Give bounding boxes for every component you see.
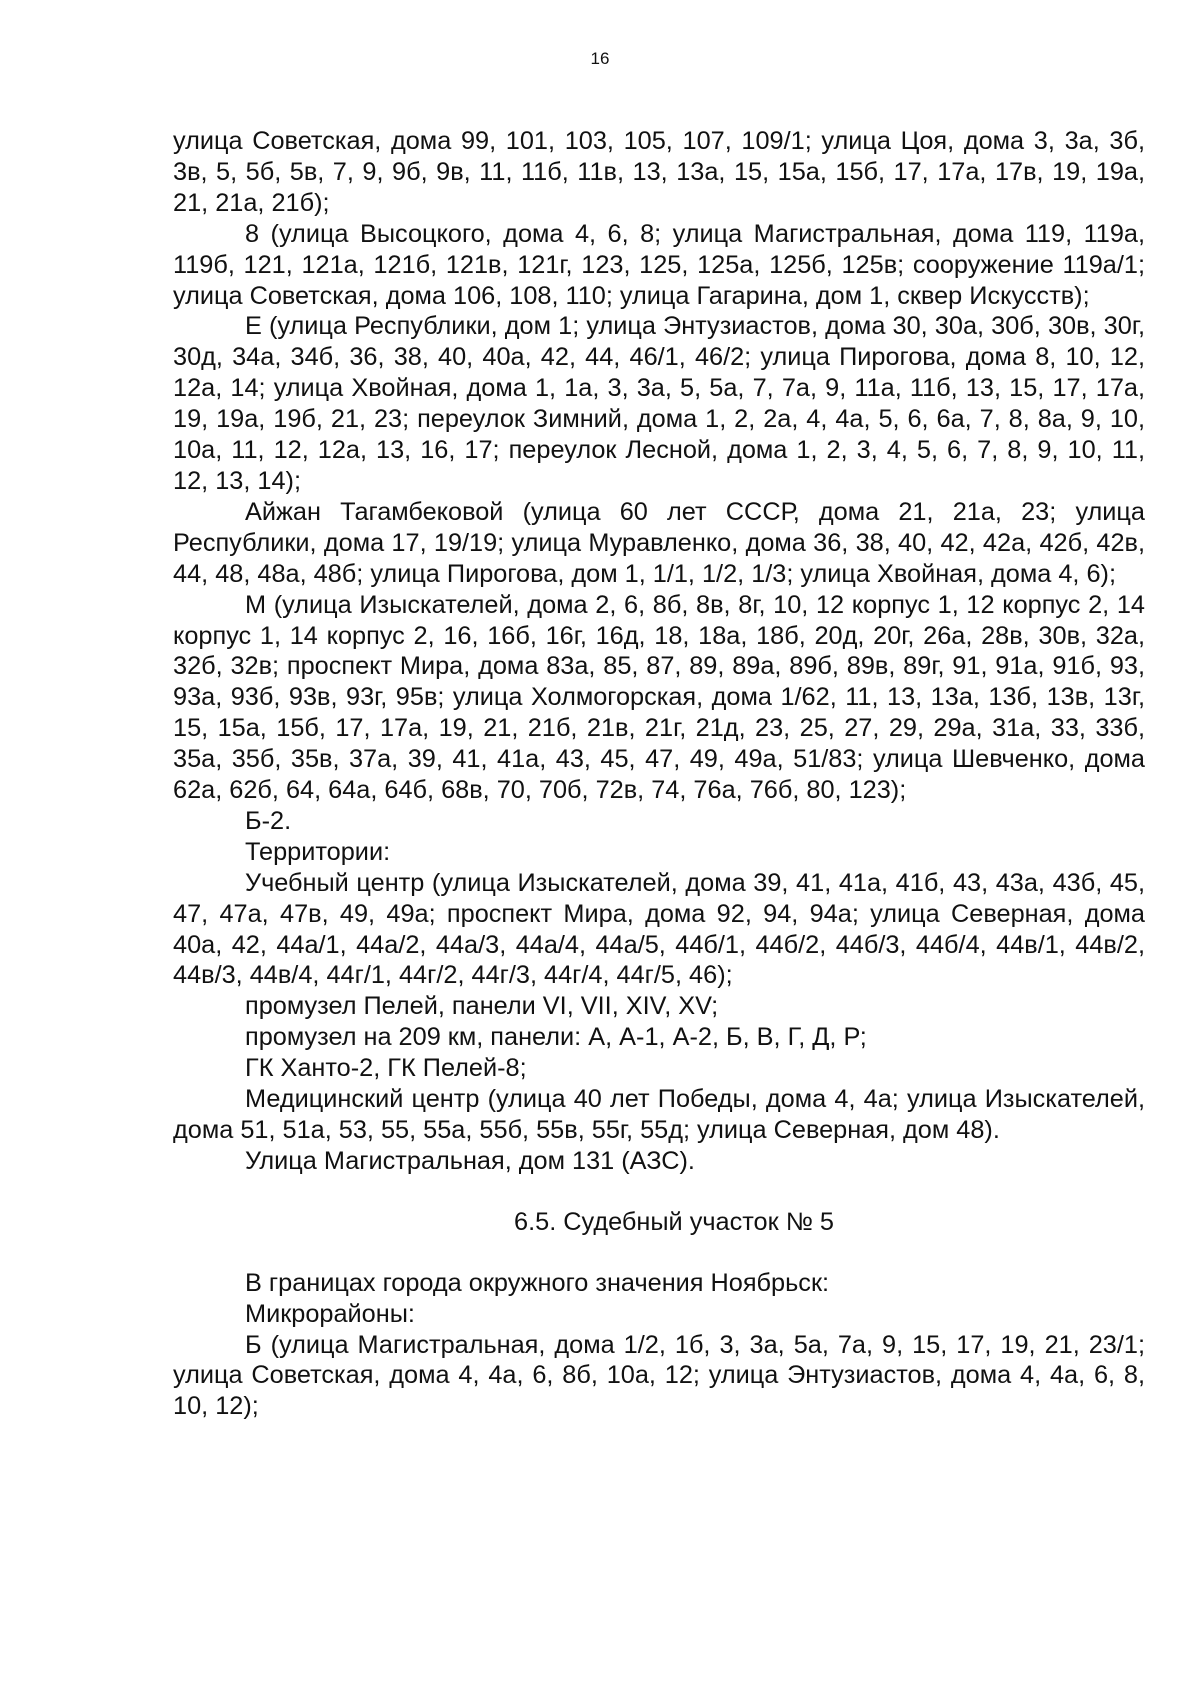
paragraph-microdistrict-b: Б (улица Магистральная, дома 1/2, 1б, 3, 3а, 5а, 7а, 9, 15, 17, 19, 21, 23/1; улица Советская, дома 4, 4а, 6, 8б, 10а, 12; улица Энтузиастов, дома 4, 4а, 6, 8, 10, 12);: [173, 1330, 1145, 1421]
paragraph-microdistrict-tagambekova: Айжан Тагамбековой (улица 60 лет СССР, дома 21, 21а, 23; улица Республики, дома 17, 19/19; улица Муравленко, дома 36, 38, 40, 42, 42а, 42б, 42в, 44, 48, 48а, 48б; улица Пирогова, дом 1, 1/1, 1/2, 1/3; улица Хвойная, дома 4, 6);: [173, 497, 1145, 588]
paragraph-microdistricts-label: Микрорайоны:: [245, 1299, 415, 1328]
paragraph-microdistrict-b2: Б-2.: [245, 806, 292, 835]
paragraph-microdistrict-8: 8 (улица Высоцкого, дома 4, 6, 8; улица Магистральная, дома 119, 119а, 119б, 121, 121а, 121б, 121в, 121г, 123, 125, 125а, 125б, 125в; сооружение 119а/1; улица Советская, дома 106, 108, 110; улица Гагарина, дом 1, сквер Искусств);: [173, 219, 1145, 310]
paragraph-promuzel-209: промузел на 209 км, панели: А, А-1, А-2, Б, В, Г, Д, Р;: [245, 1023, 867, 1052]
paragraph-gk: ГК Ханто-2, ГК Пелей-8;: [245, 1054, 527, 1083]
paragraph-medical-center: Медицинский центр (улица 40 лет Победы, дома 4, 4а; улица Изыскателей, дома 51, 51а, 53, 55, 55а, 55б, 55в, 55г, 55д; улица Северная, дом 48).: [173, 1085, 1145, 1144]
paragraph-territories-label: Территории:: [245, 837, 391, 866]
page-number: 16: [590, 49, 610, 68]
section-heading: 6.5. Судебный участок № 5: [514, 1207, 834, 1236]
paragraph-magistralnaya-131: Улица Магистральная, дом 131 (АЗС).: [245, 1146, 695, 1175]
paragraph-city-bounds: В границах города окружного значения Ноябрьск:: [245, 1268, 830, 1297]
paragraph-promuzel-pelei: промузел Пелей, панели VI, VII, XIV, XV;: [245, 992, 719, 1021]
paragraph-microdistrict-e: Е (улица Республики, дом 1; улица Энтузиастов, дома 30, 30а, 30б, 30в, 30г, 30д, 34а, 34б, 36, 38, 40, 40а, 42, 44, 46/1, 46/2; улица Пирогова, дома 8, 10, 12, 12а, 14; улица Хвойная, дома 1, 1а, 3, 3а, 5, 5а, 7, 7а, 9, 11а, 11б, 13, 15, 17, 17а, 19, 19а, 19б, 21, 23; переулок Зимний, дома 1, 2, 2а, 4, 4а, 5, 6, 6а, 7, 8, 8а, 9, 10, 10а, 11, 12, 12а, 13, 16, 17; переулок Лесной, дома 1, 2, 3, 4, 5, 6, 7, 8, 9, 10, 11, 12, 13, 14);: [173, 312, 1145, 495]
document-body: [173, 126, 1145, 1422]
paragraph-microdistrict-m: М (улица Изыскателей, дома 2, 6, 8б, 8в, 8г, 10, 12 корпус 1, 12 корпус 2, 14 корпус 1, 14 корпус 2, 16, 16б, 16г, 16д, 18, 18а, 18б, 20д, 20г, 26а, 28в, 30в, 32а, 32б, 32в; проспект Мира, дома 83а, 85, 87, 89, 89а, 89б, 89в, 89г, 91, 91а, 91б, 93, 93а, 93б, 93в, 93г, 95в; улица Холмогорская, дома 1/62, 11, 13, 13а, 13б, 13в, 13г, 15, 15а, 15б, 17, 17а, 19, 21, 21б, 21в, 21г, 21д, 23, 25, 27, 29, 29а, 31а, 33, 33б, 35а, 35б, 35в, 37а, 39, 41, 41а, 43, 45, 47, 49, 49а, 51/83; улица Шевченко, дома 62а, 62б, 64, 64а, 64б, 68в, 70, 70б, 72в, 74, 76а, 76б, 80, 123);: [173, 590, 1145, 805]
paragraph-continuation: улица Советская, дома 99, 101, 103, 105, 107, 109/1; улица Цоя, дома 3, 3а, 3б, 3в, 5, 5б, 5в, 7, 9, 9б, 9в, 11, 11б, 11в, 13, 13а, 15, 15а, 15б, 17, 17а, 17в, 19, 19а, 21, 21а, 21б);: [173, 127, 1145, 217]
paragraph-training-center: Учебный центр (улица Изыскателей, дома 39, 41, 41а, 41б, 43, 43а, 43б, 45, 47, 47а, 47в, 49, 49а; проспект Мира, дома 92, 94, 94а; улица Северная, дома 40а, 42, 44а/1, 44а/2, 44а/3, 44а/4, 44а/5, 44б/1, 44б/2, 44б/3, 44б/4, 44в/1, 44в/2, 44в/3, 44в/4, 44г/1, 44г/2, 44г/3, 44г/4, 44г/5, 46);: [173, 868, 1145, 990]
